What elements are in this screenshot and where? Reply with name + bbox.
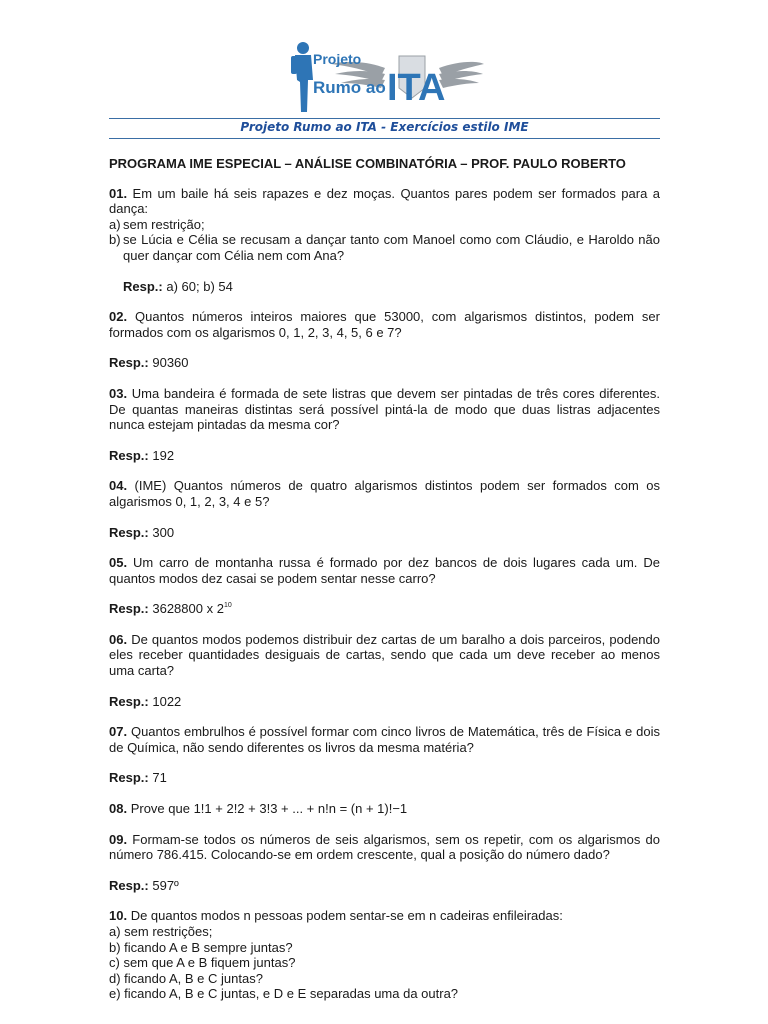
exponent: 10 [223,602,232,610]
answer-03: Resp.: 192 [109,447,175,463]
question-01 [109,186,660,264]
answer-09: Resp.: 597º [109,877,179,893]
projeto-rumo-ao-ita-logo [289,40,484,115]
question-08: 08. Prove que 1!1 + 2!2 + 3!3 + ... + n!n = (n + 1)!−1 [109,801,408,817]
question-text: Em um baile há seis rapazes e dez moças. Quantos pares podem ser formados para a dança: [109,185,660,217]
question-06: 06. De quantos modos podemos distribuir dez cartas de um baralho a dois parceiros, podendo eles receber quantidades desiguais de cartas, sendo que cada um deve receber ao menos uma carta? [109,631,660,679]
answer-05: Resp.: 3628800 x $2^{10}$ [109,601,232,617]
answer-06: Resp.: 1022 [109,693,182,709]
question-number: 01. [109,185,128,201]
option-a: a) sem restrição; [109,216,205,232]
logo-line1: Projeto [313,51,362,67]
question-02: 02. Quantos números inteiros maiores que 53000, com algarismos distintos, podem ser formados com os algarismos 0, 1, 2, 3, 4, 5, 6 e 7? [109,309,660,340]
question-03: 03. Uma bandeira é formada de sete listras que devem ser pintadas de três cores diferentes. De quantas maneiras distintas será possível pintá-la de modo que duas listras adjacentes nunca estejam pintadas da mesma cor? [109,385,660,433]
header-subtitle: Projeto Rumo ao ITA - Exercícios estilo IME [240,120,529,134]
answer-01: Resp.: a) 60; b) 54 [123,278,233,294]
header-rule-bottom [109,138,660,139]
answer-07: Resp.: 71 [109,770,167,786]
item-e: e) ficando A, B e C juntas, e D e E separadas uma da outra? [109,986,459,1002]
question-09: 09. Formam-se todos os números de seis algarismos, sem os repetir, com os algarismos do número 786.415. Colocando-se em ordem crescente, qual a posição do número dado? [109,831,660,863]
document-content [109,156,660,1017]
answer-04: Resp.: 300 [109,524,175,540]
logo-ita: ITA [387,67,446,109]
option-b: b) se Lúcia e Célia se recusam a dançar tanto com Manoel como com Cláudio, e Haroldo não quer dançar com Célia nem com Ana? [109,232,660,263]
question-05: 05. Um carro de montanha russa é formado por dez bancos de dois lugares cada um. De quantos modos dez casai se podem sentar nesse carro? [109,555,660,586]
item-a: a) sem restrições; [109,924,213,939]
question-10: 10. De quantos modos n pessoas podem sentar-se em n cadeiras enfileiradas: a) sem restrições; b) ficando A e B sempre juntas? c) sem que A e B fiquem juntas? d) ficando A, B e C juntas? e) ficando A, B e C juntas, e D e E separadas uma da outra? [109,908,660,1002]
question-04: 04. (IME) Quantos números de quatro algarismos distintos podem ser formados com os algarismos 0, 1, 2, 3, 4 e 5? [109,478,661,509]
document-title: PROGRAMA IME ESPECIAL – ANÁLISE COMBINATÓRIA – PROF. PAULO ROBERTO [109,156,626,171]
question-07: 07. Quantos embrulhos é possível formar com cinco livros de Matemática, três de Física e dois de Química, não sendo diferentes os livros da mesma matéria? [109,724,660,755]
item-d: d) ficando A, B e C juntas? [109,970,263,986]
item-c: c) sem que A e B fiquem juntas? [109,955,296,971]
item-b: b) ficando A e B sempre juntas? [109,939,293,955]
answer-02: Resp.: 90360 [109,355,189,371]
logo-line2: Rumo ao [313,78,386,97]
